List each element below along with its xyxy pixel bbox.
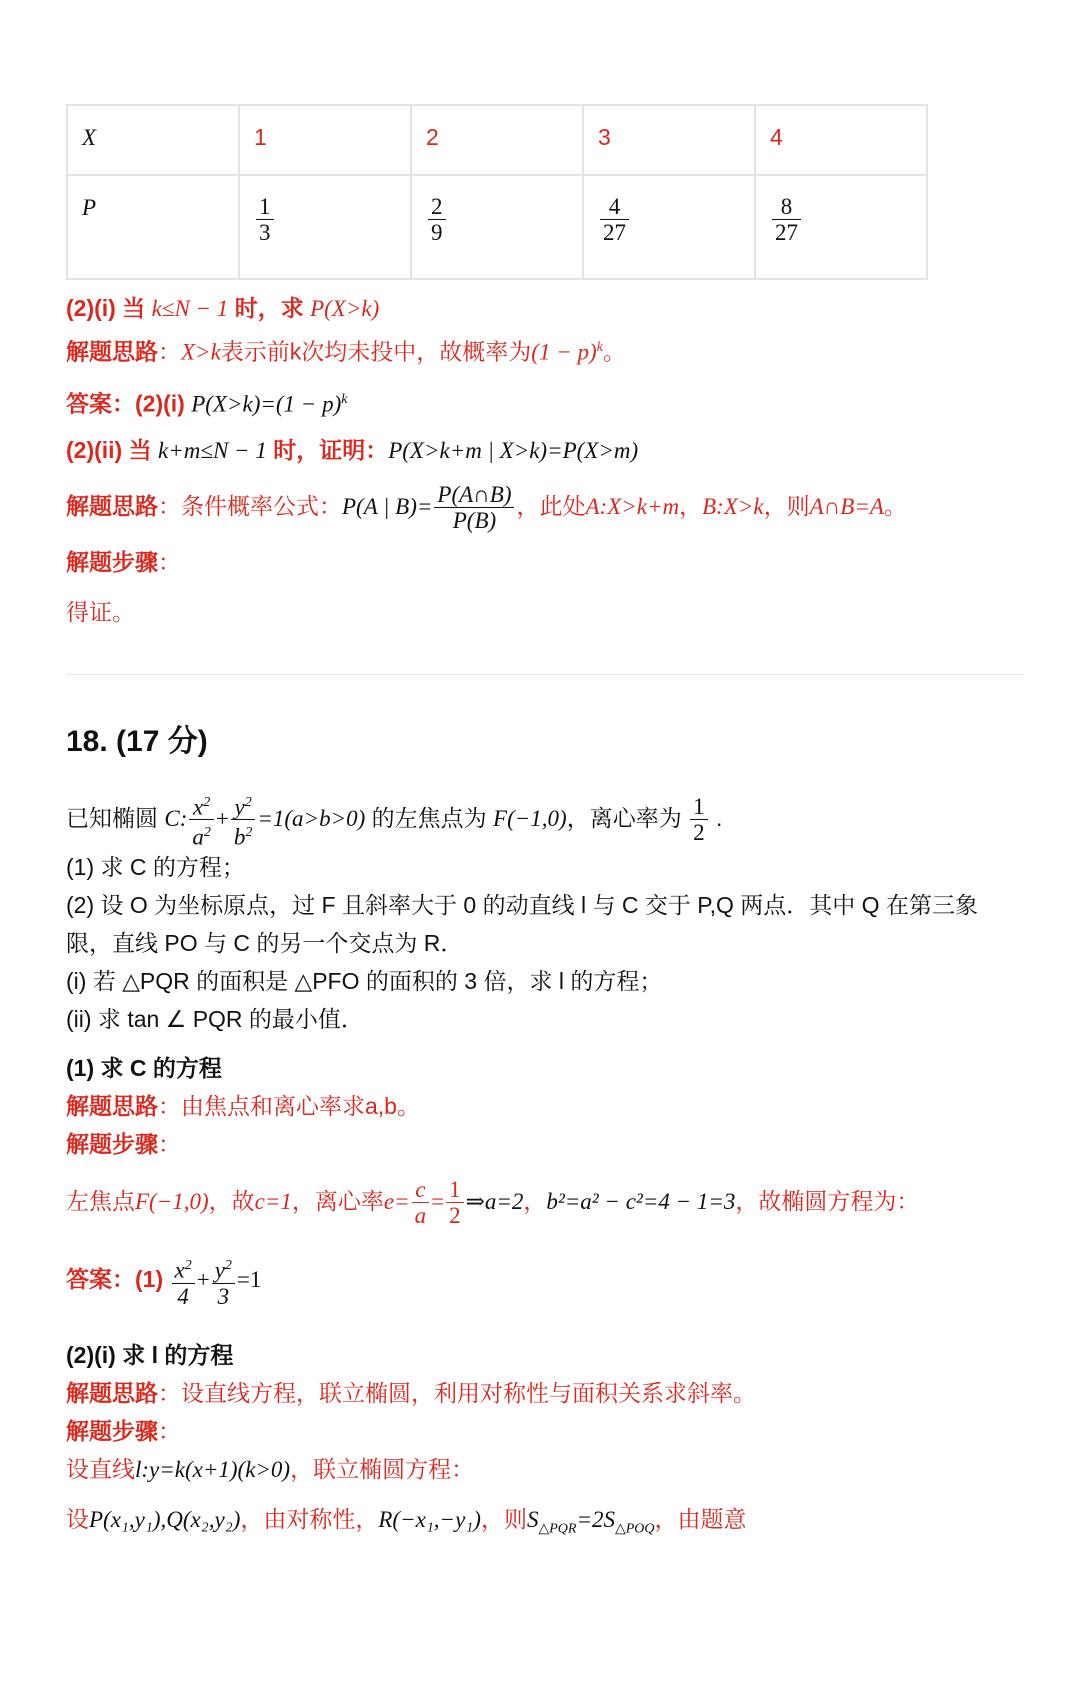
idea-line-2: 解题思路：条件概率公式：P(A | B)= $\frac{P(A\cap B)}{P(B)}$ ，此处A:X>k+m，B:X>k，则A∩B=A。 xyxy=(66,482,907,534)
part-2i-steps-label: 解题步骤： xyxy=(66,1418,181,1444)
p-value-4: $\frac{8}{27}$ xyxy=(755,175,927,279)
part-1-answer: 答案：(1) $\frac{x^2}{4}$ + $\frac{y^2}{3}$ =1 xyxy=(66,1248,261,1311)
part-1-title: (1) 求 C 的方程 xyxy=(66,1055,222,1081)
x-value-2: 2 xyxy=(411,105,583,175)
question-18-part-2ii: (ii) 求 tan ∠ PQR 的最小值． xyxy=(66,1006,364,1032)
table-header-x: X xyxy=(67,105,239,175)
part-1-steps: 左焦点F(−1,0)，故c=1，离心率e= $\frac{c}{a}$ = $\frac{1}{2}$ ⇒a=2，b²=a² − c²=4 − 1=3，故椭圆方程为： xyxy=(66,1177,920,1229)
p-value-1: $\frac{1}{3}$ xyxy=(239,175,411,279)
table-row-x xyxy=(67,105,927,175)
part-2i-step-2: 设P(x₁,y₁),Q(x₂,y₂)，由对称性，R(−x₁,−y₁)，则$S_{\triangle PQR}=2S_{\triangle POQ}$，由题意 xyxy=(66,1506,747,1537)
part-2i-step-1: 设直线l:y=k(x+1)(k>0)，联立椭圆方程： xyxy=(66,1456,475,1482)
question-18-title: 18. (17 分) xyxy=(66,725,208,758)
question-18-part-2-line-2: 限，直线 PO 与 C 的另一个交点为 R． xyxy=(66,930,464,956)
part-1-steps-label: 解题步骤： xyxy=(66,1131,181,1157)
part-2i-title: (2)(i) 当 k≤N − 1 时，求 P(X>k) xyxy=(66,295,380,321)
eccentricity-half-fraction: $\frac{1}{2}$ xyxy=(446,1177,464,1228)
question-18-statement: 已知椭圆 C: $\frac{x^2}{a^2}$ + $\frac{y^2}{b^2}$ =1(a>b>0) 的左焦点为 F(−1,0)，离心率为 $\frac{1}{2}$ . xyxy=(66,788,722,850)
eccentricity-ca-fraction: $\frac{c}{a}$ xyxy=(412,1177,430,1228)
question-18-part-2-line-1: (2) 设 O 为坐标原点，过 F 且斜率大于 0 的动直线 l 与 C 交于 P,Q 两点．其中 Q 在第三象 xyxy=(66,892,978,918)
section-divider xyxy=(66,674,1024,675)
p-value-2: $\frac{2}{9}$ xyxy=(411,175,583,279)
proved-text: 得证。 xyxy=(66,599,135,625)
p-value-3: $\frac{4}{27}$ xyxy=(583,175,755,279)
part-2i-idea: 解题思路：设直线方程，联立椭圆，利用对称性与面积关系求斜率。 xyxy=(66,1380,756,1406)
x-value-4: 4 xyxy=(755,105,927,175)
ellipse-fraction-x: $\frac{x^2}{a^2}$ xyxy=(189,790,214,850)
idea-line-1: 解题思路：X>k表示前k次均未投中，故概率为$(1 - p)^k$。 xyxy=(66,338,626,365)
steps-label-17: 解题步骤： xyxy=(66,549,181,575)
answer-fraction-y: $\frac{y^2}{3}$ xyxy=(212,1253,235,1309)
conditional-probability-fraction: $\frac{P(A\cap B)}{P(B)}$ xyxy=(434,482,514,533)
part-2i-solution-title: (2)(i) 求 l 的方程 xyxy=(66,1342,234,1368)
x-value-1: 1 xyxy=(239,105,411,175)
answer-line-2i: 答案：(2)(i) $P(X>k)=(1 - p)^k$ xyxy=(66,390,348,417)
question-18-part-1: (1) 求 C 的方程； xyxy=(66,854,245,880)
ellipse-fraction-y: $\frac{y^2}{b^2}$ xyxy=(231,790,256,850)
distribution-table xyxy=(66,104,928,280)
part-1-idea: 解题思路：由焦点和离心率求a,b。 xyxy=(66,1093,420,1119)
table-row-p xyxy=(67,175,927,279)
x-value-3: 3 xyxy=(583,105,755,175)
question-18-part-2i: (i) 若 △PQR 的面积是 △PFO 的面积的 3 倍，求 l 的方程； xyxy=(66,968,663,994)
answer-fraction-x: $\frac{x^2}{4}$ xyxy=(172,1253,195,1309)
table-header-p: P xyxy=(67,175,239,279)
eccentricity-fraction: $\frac{1}{2}$ xyxy=(690,794,708,845)
part-2ii-title: (2)(ii) 当 k+m≤N − 1 时，证明：P(X>k+m | X>k)=P(X>m) xyxy=(66,437,639,463)
